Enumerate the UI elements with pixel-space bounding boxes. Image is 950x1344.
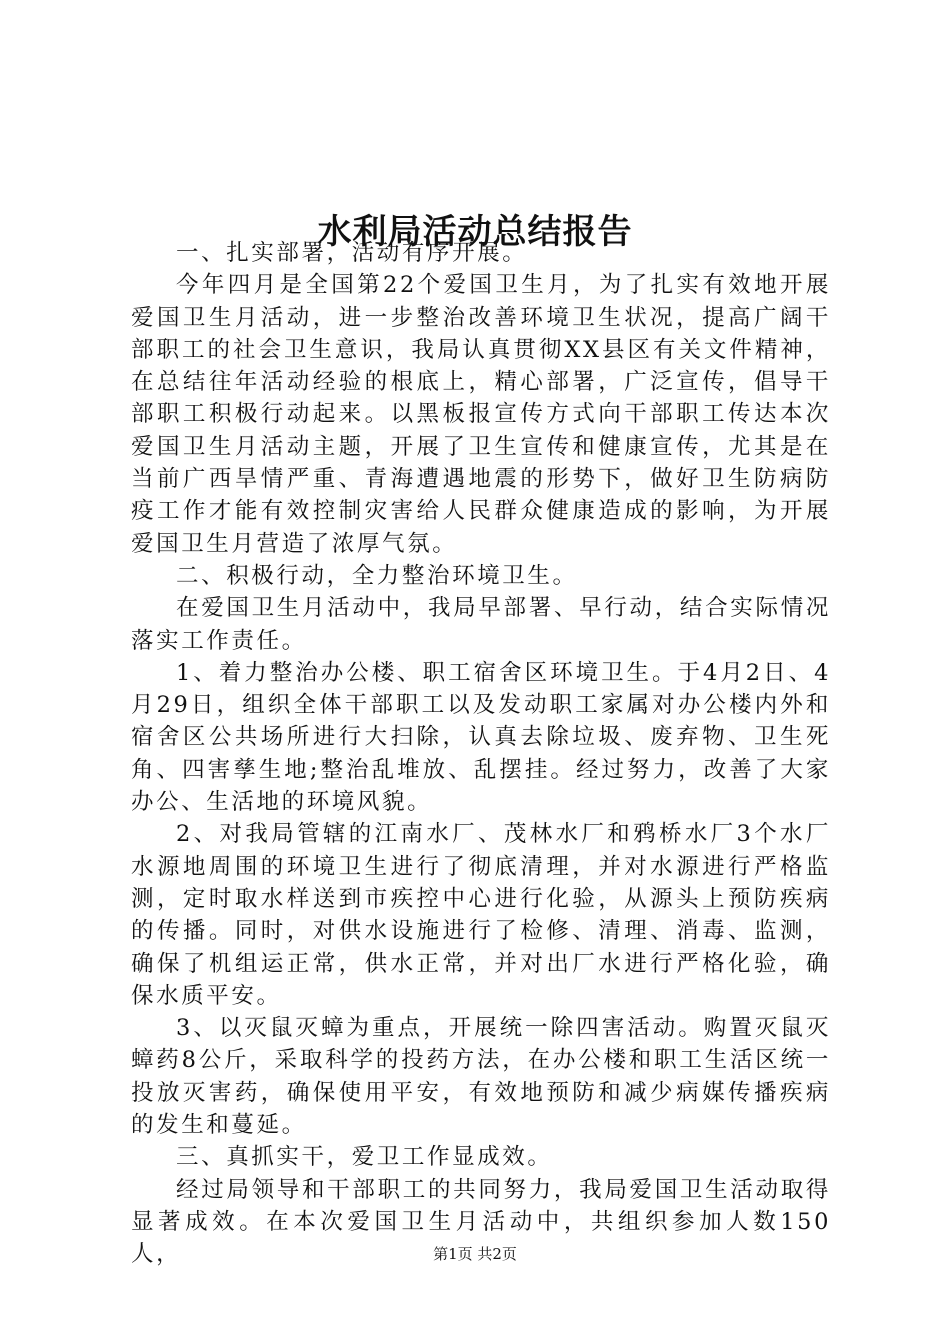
- paragraph-section-2-heading: 二、积极行动，全力整治环境卫生。: [176, 562, 578, 589]
- page-footer: 第1页 共2页: [433, 1245, 517, 1263]
- document-title: 水利局活动总结报告: [317, 211, 633, 252]
- paragraph-section-2-intro: 在爱国卫生月活动中，我局早部署、早行动，结合实际情况落实工作责任。: [131, 595, 831, 654]
- paragraph-section-3-heading: 三、真抓实干，爱卫工作显成效。: [176, 1144, 553, 1171]
- paragraph-item-1: 1、着力整治办公楼、职工宿舍区环境卫生。于4月2日、4月29日，组织全体干部职工以及发动职工家属对办公楼内外和宿舍区公共场所进行大扫除，认真去除垃圾、废弃物、卫生死角、四害孳生地;整治乱堆放、乱摆挂。经过努力，改善了大家办公、生活地的环境风貌。: [131, 659, 831, 816]
- document-body: [131, 237, 831, 1271]
- paragraph-section-1-heading: 一、扎实部署，活动有序开展。: [176, 240, 528, 266]
- paragraph-item-3: 3、以灭鼠灭蟑为重点，开展统一除四害活动。购置灭鼠灭蟑药8公斤，采取科学的投药方法，在办公楼和职工生活区统一投放灭害药，确保使用平安，有效地预防和减少病媒传播疾病的发生和蔓延。: [131, 1015, 831, 1139]
- paragraph-section-1-body: 今年四月是全国第22个爱国卫生月，为了扎实有效地开展爱国卫生月活动，进一步整治改善环境卫生状况，提高广阔干部职工的社会卫生意识，我局认真贯彻XX县区有关文件精神，在总结往年活动经验的根底上，精心部署，广泛宣传，倡导干部职工积极行动起来。以黑板报宣传方式向干部职工传达本次爱国卫生月活动主题，开展了卫生宣传和健康宣传，尤其是在当前广西旱情严重、青海遭遇地震的形势下，做好卫生防病防疫工作才能有效控制灾害给人民群众健康造成的影响，为开展爱国卫生月营造了浓厚气氛。: [131, 272, 831, 557]
- paragraph-section-3-body: 经过局领导和干部职工的共同努力，我局爱国卫生活动取得显著成效。在本次爱国卫生月活动中，共组织参加人数150人，: [131, 1176, 831, 1268]
- paragraph-item-2: 2、对我局管辖的江南水厂、茂林水厂和鸦桥水厂3个水厂水源地周围的环境卫生进行了彻底清理，并对水源进行严格监测，定时取水样送到市疾控中心进行化验，从源头上预防疾病的传播。同时，对供水设施进行了检修、清理、消毒、监测，确保了机组运正常，供水正常，并对出厂水进行严格化验，确保水质平安。: [131, 821, 831, 1009]
